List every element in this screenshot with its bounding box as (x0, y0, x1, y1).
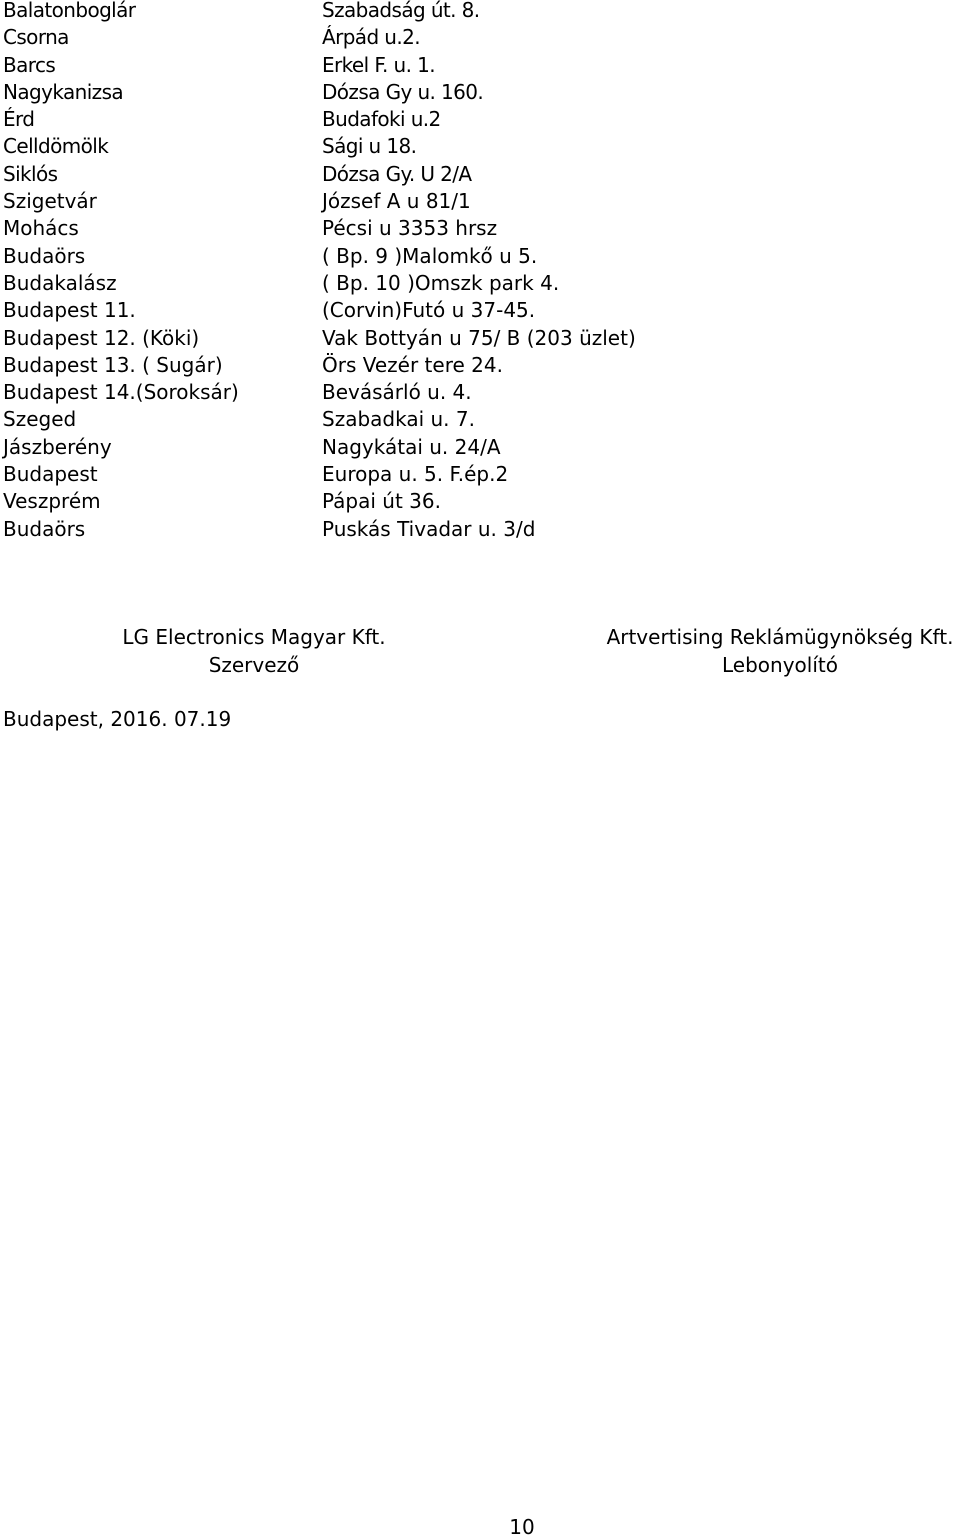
store-address: ( Bp. 9 )Malomkő u 5. (322, 243, 538, 268)
store-row (3, 325, 943, 352)
store-address: Budafoki u.2 (322, 107, 441, 132)
store-city: Barcs (3, 52, 56, 77)
store-address: Europa u. 5. F.ép.2 (322, 462, 509, 487)
store-city: Szeged (3, 407, 77, 432)
agency-signature-block (600, 623, 960, 679)
store-city: Siklós (3, 161, 58, 186)
store-address: Nagykátai u. 24/A (322, 434, 501, 459)
store-city: Csorna (3, 25, 69, 50)
store-row (3, 516, 943, 543)
store-city: Budapest 14.(Soroksár) (3, 380, 239, 405)
store-address: Erkel F. u. 1. (322, 52, 436, 77)
store-row (3, 270, 943, 297)
organizer-signature-block (104, 623, 404, 679)
store-city: Budapest 11. (3, 298, 136, 323)
organizer-company: LG Electronics Magyar Kft. (122, 625, 386, 649)
store-city: Budapest 13. ( Sugár) (3, 352, 223, 377)
store-city: Celldömölk (3, 134, 109, 159)
store-row (3, 52, 943, 79)
date-line: Budapest, 2016. 07.19 (3, 707, 232, 731)
store-list (3, 0, 943, 543)
store-address: Vak Bottyán u 75/ B (203 üzlet) (322, 325, 636, 350)
store-row (3, 215, 943, 242)
store-row (3, 434, 943, 461)
store-row (3, 188, 943, 215)
store-city: Mohács (3, 216, 79, 241)
store-address: Pécsi u 3353 hrsz (322, 216, 498, 241)
store-row (3, 297, 943, 324)
store-row (3, 79, 943, 106)
store-address: Örs Vezér tere 24. (322, 352, 503, 377)
store-row (3, 24, 943, 51)
store-city: Budakalász (3, 270, 117, 295)
store-city: Balatonboglár (3, 0, 136, 22)
store-address: József A u 81/1 (322, 189, 471, 214)
store-city: Érd (3, 107, 35, 132)
store-row (3, 0, 943, 24)
store-address: Pápai út 36. (322, 489, 441, 514)
store-address: Bevásárló u. 4. (322, 380, 472, 405)
store-city: Szigetvár (3, 189, 97, 214)
store-row (3, 406, 943, 433)
store-address: Dózsa Gy u. 160. (322, 79, 484, 104)
store-address: Szabadság út. 8. (322, 0, 480, 22)
store-address: Puskás Tivadar u. 3/d (322, 516, 536, 541)
agency-company: Artvertising Reklámügynökség Kft. (606, 625, 954, 649)
store-city: Nagykanizsa (3, 79, 124, 104)
store-city: Budapest 12. (Köki) (3, 325, 200, 350)
store-address: Szabadkai u. 7. (322, 407, 475, 432)
store-row (3, 352, 943, 379)
store-address: Árpád u.2. (322, 25, 421, 50)
store-address: Dózsa Gy. U 2/A (322, 161, 472, 186)
page-number: 10 (509, 1515, 535, 1539)
store-city: Budaörs (3, 516, 86, 541)
store-row (3, 488, 943, 515)
store-row (3, 461, 943, 488)
agency-role: Lebonyolító (722, 653, 838, 677)
store-row (3, 379, 943, 406)
store-address: (Corvin)Futó u 37-45. (322, 298, 536, 323)
store-city: Jászberény (3, 434, 112, 459)
store-row (3, 133, 943, 160)
store-row (3, 243, 943, 270)
store-address: Sági u 18. (322, 134, 417, 159)
store-row (3, 161, 943, 188)
organizer-role: Szervező (208, 653, 300, 677)
store-city: Budapest (3, 462, 98, 487)
store-city: Budaörs (3, 243, 86, 268)
store-city: Veszprém (3, 489, 101, 514)
store-address: ( Bp. 10 )Omszk park 4. (322, 270, 560, 295)
store-row (3, 106, 943, 133)
